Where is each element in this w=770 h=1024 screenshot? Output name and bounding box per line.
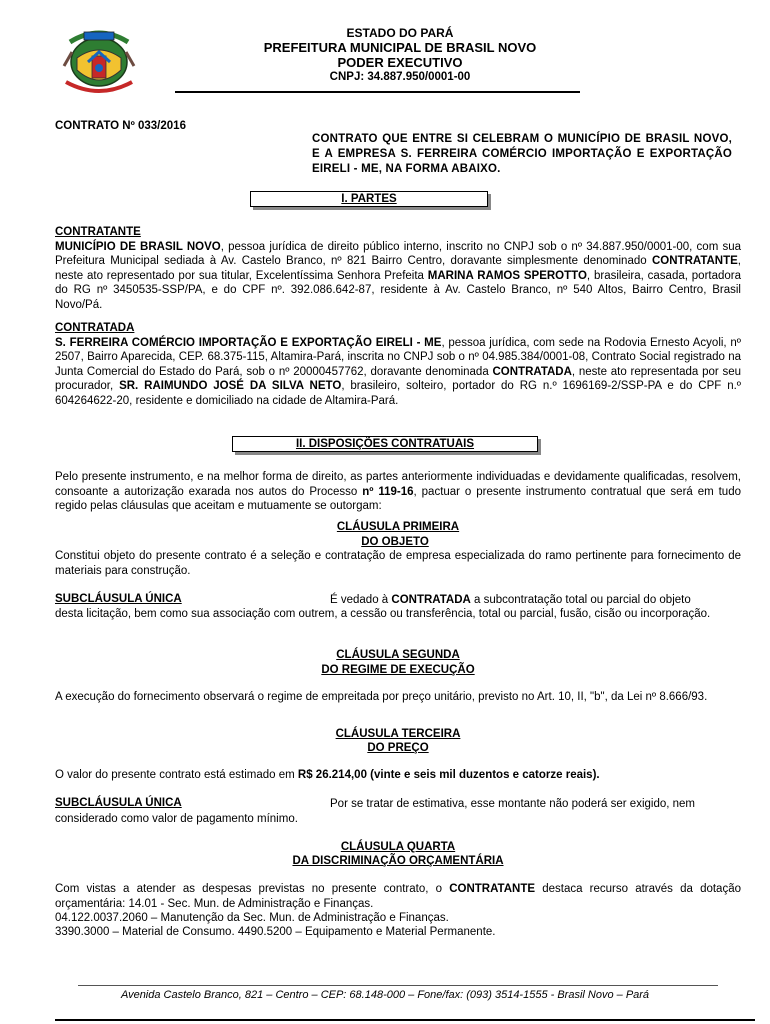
clause-3-text-1: O valor do presente contrato está estimado em [55,769,298,781]
process-number: nº 119-16 [362,485,414,498]
clause-4-title: CLÁUSULA QUARTA [340,841,456,853]
clause-3-subtitle: DO PREÇO [367,742,429,754]
clause-1-sub-bold: CONTRATADA [391,594,471,606]
clause-4-role: CONTRATANTE [449,883,536,895]
letterhead [190,26,610,85]
clause-1-text: Constitui objeto do presente contrato é a seleção e contratação de empresa especializada do ramo pertinente para fornecimento de materiais para construção. [55,550,741,577]
clause-2-text: A execução do fornecimento observará o regime de empreitada por preço unitário, previsto no Art. 10, II, "b", da Lei nº 8.666/93. [55,691,708,703]
contratante-block [55,225,741,312]
contratante-text-2: , neste ato representado por sua titular, Excelentíssima Senhora Prefeita [55,255,741,282]
contratante-role: CONTRATANTE [651,255,738,267]
contratada-text-2: , neste ato representada por seu procurador, [55,365,741,392]
power-name: PODER EXECUTIVO [337,55,463,70]
preamble-paragraph [55,470,741,514]
clause-1-subclause-line-2: desta licitação, bem como sua associação com outrem, a cessão ou transferência, total ou parcial, fusão, cisão ou incorporação. [55,608,711,620]
contract-value: R$ 26.214,00 (vinte e seis mil duzentos e catorze reais). [297,769,600,781]
clause-4-text [55,882,741,911]
contratada-paragraph [55,336,741,409]
state-name: ESTADO DO PARÁ [346,26,454,40]
contratante-name: MUNICÍPIO DE BRASIL NOVO [55,240,221,253]
coat-of-arms-emblem [58,22,140,96]
contract-number: CONTRATO Nº 033/2016 [55,120,186,132]
clause-1-subtitle: DO OBJETO [361,536,429,548]
clause-1-subclause-line-1 [330,593,741,608]
clause-2-subtitle: DO REGIME DE EXECUÇÃO [321,664,475,676]
clause-3-subclause-line-2: considerado como valor de pagamento mínimo. [55,813,298,825]
clause-4-line-3: 3390.3000 – Material de Consumo. 4490.5200 – Equipamento e Material Permanente. [55,926,496,938]
footer-divider [78,985,718,986]
clause-1-subclause-label: SUBCLÁUSULA ÚNICA [55,593,182,605]
contratada-role: CONTRATADA [492,365,572,378]
clause-1-title: CLÁUSULA PRIMEIRA [336,521,460,533]
section-title-provisions: II. DISPOSIÇÕES CONTRATUAIS [232,436,538,452]
preamble-text-1: Pelo presente instrumento, e na melhor forma de direito, as partes anteriormente individuadas e devidamente qualificadas, resolvem, consoante a autorização exarada nos autos do Processo [55,471,741,498]
contratante-paragraph [55,240,741,313]
clause-4-line-2: 04.122.0037.2060 – Manutenção da Sec. Mun. de Administração e Finanças. [55,912,449,924]
contratada-heading: CONTRATADA [55,322,135,334]
contratante-heading: CONTRATANTE [55,226,141,238]
prefecture-name: PREFEITURA MUNICIPAL DE BRASIL NOVO [263,40,537,55]
clause-3-subclause-line-1: Por se tratar de estimativa, esse montante não poderá ser exigido, nem [330,798,696,810]
clause-3-text [55,768,741,783]
contratada-representative: SR. RAIMUNDO JOSÉ DA SILVA NETO [119,380,342,392]
header-divider [175,91,580,93]
page-bottom-rule [55,1019,755,1021]
contratante-text-1: , pessoa jurídica de direito público interno, inscrito no CNPJ sob o nº 34.887.950/0001-00, com sua Prefeitura Municipal sediada à Av. Castelo Branco, nº 821 Bairro Centro, doravante simplesmente denominado [55,240,741,267]
contratada-text-1: , pessoa jurídica, com sede na Rodovia Ernesto Acyoli, nº 2507, Bairro Aparecida, CEP. 68.375-115, Altamira-Pará, inscrita no CNPJ sob o nº 04.985.384/0001-08, Contrato Social registrado na Junta Comercial do Estado do Pará, sob o nº 20000457762, doravante denominada [55,336,741,378]
clause-3-title: CLÁUSULA TERCEIRA [335,728,461,740]
clause-1-sub-text-1: É vedado à [330,594,392,606]
contratada-name: S. FERREIRA COMÉRCIO IMPORTAÇÃO E EXPORTAÇÃO EIRELI - ME [55,336,442,349]
clause-4-subtitle: DA DISCRIMINAÇÃO ORÇAMENTÁRIA [292,855,504,867]
clause-2-title: CLÁUSULA SEGUNDA [336,649,460,661]
cnpj-number: CNPJ: 34.887.950/0001-00 [329,71,471,83]
footer-address: Avenida Castelo Branco, 821 – Centro – CEP: 68.148-000 – Fone/fax: (093) 3514-1555 - Brasil Novo – Pará [120,989,650,1001]
contratante-representative: MARINA RAMOS SPEROTTO [427,269,587,282]
contratante-text-3: , brasileira, casada, portadora do RG nº 3450535-SSP/PA, e do CPF nº. 392.086.642-87, residente à Av. Castelo Branco, nº 540 Altos, Bairro Centro, Brasil Novo/Pá. [55,269,742,311]
section-title-parties: I. PARTES [250,191,488,207]
clause-1-sub-text-2: a subcontratação total ou parcial do objeto [470,594,691,606]
clause-4-text-2: destaca recurso através da dotação orçamentária: 14.01 - Sec. Mun. de Administração e Finanças. [55,883,741,910]
contratada-block [55,321,741,408]
clause-4-text-1: Com vistas a atender as despesas previstas no presente contrato, o [55,883,450,895]
contratada-text-3: , brasileiro, solteiro, portador do RG n.º 1696169-2/SSP-PA e do CPF n.º 604264622-20, residente e domiciliado na cidade de Altamira-Pará. [55,380,741,407]
clause-3-subclause-label: SUBCLÁUSULA ÚNICA [55,797,182,809]
contract-summary: CONTRATO QUE ENTRE SI CELEBRAM O MUNICÍPIO DE BRASIL NOVO, E A EMPRESA S. FERREIRA COMÉRCIO IMPORTAÇÃO E EXPORTAÇÃO EIRELI - ME, NA FORMA ABAIXO. [312,133,732,175]
preamble-text-2: , pactuar o presente instrumento contratual que será em tudo regido pelas cláusulas que aceitam e mutuamente se outorgam: [55,485,741,512]
